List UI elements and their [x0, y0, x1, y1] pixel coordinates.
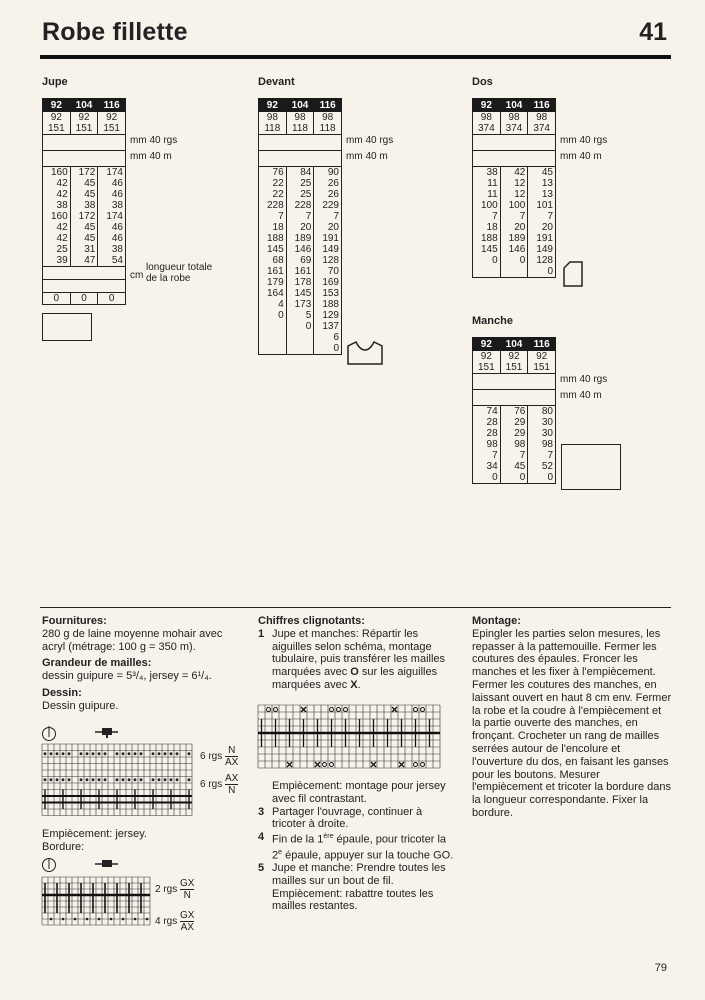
- stitch-value: 0: [547, 472, 553, 483]
- step-4-text-b: épaule, pour tricoter la 2: [272, 833, 447, 862]
- start-value: 92: [106, 112, 118, 123]
- stitch-value: 191: [322, 233, 339, 244]
- step-1-o: O: [350, 666, 359, 679]
- stitch-value: 45: [514, 461, 526, 472]
- bordure-row-label-2: [155, 910, 194, 933]
- start-value: 98: [266, 112, 278, 123]
- jupe-title: Jupe: [42, 76, 68, 88]
- stitch-values: [286, 167, 314, 355]
- manche-title: Manche: [472, 315, 513, 327]
- size-header: 92: [473, 338, 501, 351]
- stitch-value: 169: [322, 277, 339, 288]
- stitch-value: 98: [514, 439, 526, 450]
- end-value: 0: [98, 293, 126, 305]
- stitch-value: 161: [266, 266, 284, 277]
- stitch-value: 20: [300, 222, 312, 233]
- size-header: 104: [70, 99, 98, 112]
- manche-table: [472, 337, 556, 484]
- montage-text: Epingler les parties selon mesures, les repasser à la pattemouille. Fermer les coutures des épaules. Froncer les manches et les fixer à l'empiècement. Fermer les coutures des manches, en laissant ouvert en haut 8 cm env. Fermer la robe et la coudre à l'empiècement et la partie ouverte des manches, en fronçant. Crocheter un rang de mailles serrées autour de l'encolure et l'ouverture du dos, en faisant les ganses pour les boutons. Mesurer l'empiècement et tricoter la bordure dans la longueur correspondante. Fixer la bordure.: [472, 627, 672, 819]
- stitch-value: 46: [111, 222, 123, 233]
- stitch-value: 100: [480, 200, 498, 211]
- start-values: [286, 112, 314, 135]
- stitch-value: 178: [294, 277, 312, 288]
- step-3-num: 3: [258, 805, 265, 818]
- stitch-value: 128: [536, 255, 553, 266]
- stitch-value: 38: [111, 244, 123, 255]
- stitch-value: 149: [536, 244, 553, 255]
- stitch-values: [70, 167, 98, 267]
- step-3: [258, 806, 458, 832]
- start-value: 151: [47, 123, 65, 134]
- stitch-value: 179: [266, 277, 284, 288]
- stitch-value: 13: [541, 178, 553, 189]
- stitch-value: 153: [322, 288, 339, 299]
- stitch-value: 42: [56, 178, 68, 189]
- stitch-value: 38: [486, 167, 498, 178]
- stitch-value: 145: [294, 288, 312, 299]
- stitch-value: 98: [541, 439, 553, 450]
- fournitures-block: [42, 615, 242, 713]
- stitch-value: 174: [106, 167, 123, 178]
- size-header: 116: [314, 99, 342, 112]
- stitch-value: 0: [492, 472, 498, 483]
- stitch-value: 11: [487, 178, 498, 189]
- stitch-value: 31: [84, 244, 96, 255]
- step-5-text: Jupe et manche: Prendre toutes les mailles sur un bout de fil.: [272, 862, 446, 887]
- page-title: Robe fillette: [42, 18, 188, 46]
- stitch-value: 25: [300, 178, 312, 189]
- start-values: [528, 112, 556, 135]
- label-mm-40-m: mm 40 m: [130, 151, 172, 162]
- stitch-value: 160: [50, 167, 68, 178]
- step-5-empiecement: Empiècement: rabattre toutes les mailles restantes.: [272, 887, 434, 913]
- frac-bottom-3: N: [183, 890, 191, 901]
- stitch-value: 28: [486, 417, 498, 428]
- start-value: 151: [103, 123, 120, 134]
- stitch-value: 42: [56, 222, 68, 233]
- stitch-values: [43, 167, 71, 267]
- stitch-value: 188: [480, 233, 498, 244]
- step-5: [258, 862, 458, 888]
- stitch-value: 174: [106, 211, 123, 222]
- stitch-value: 46: [111, 189, 123, 200]
- stitch-value: 7: [547, 211, 553, 222]
- stitch-value: 26: [327, 178, 339, 189]
- start-value: 118: [264, 123, 281, 134]
- length-row: [43, 280, 126, 293]
- stitch-value: 128: [322, 255, 339, 266]
- stitch-value: 98: [486, 439, 498, 450]
- stitch-value: 76: [514, 406, 526, 417]
- step-5-num: 5: [258, 862, 265, 875]
- dessin-guipure-chart: [40, 722, 200, 822]
- start-value: 92: [480, 351, 492, 362]
- stitch-value: [261, 321, 284, 332]
- stitch-value: 70: [327, 266, 339, 277]
- stitch-value: 29: [514, 428, 526, 439]
- montage-chart: [256, 703, 446, 775]
- size-header: 104: [286, 99, 314, 112]
- step-4-text-a: Fin de la 1: [272, 833, 324, 846]
- size-header: 116: [528, 338, 556, 351]
- start-values: [98, 112, 126, 135]
- start-value: 92: [536, 351, 548, 362]
- stitch-value: 7: [305, 211, 312, 222]
- stitch-value: 129: [322, 310, 339, 321]
- start-value: 98: [536, 112, 548, 123]
- stitch-value: 7: [547, 450, 553, 461]
- label-mm-40-m: mm 40 m: [346, 151, 388, 162]
- stitch-value: 80: [541, 406, 553, 417]
- start-value: 118: [292, 123, 308, 134]
- measure-row: [473, 390, 556, 406]
- stitch-value: 13: [541, 189, 553, 200]
- grandeur-heading: Grandeur de mailles:: [42, 657, 152, 670]
- stitch-value: 29: [514, 417, 526, 428]
- rows-count-3: 2 rgs: [155, 884, 178, 896]
- stitch-value: 4: [278, 299, 284, 310]
- stitch-value: 0: [492, 255, 498, 266]
- stitch-value: 172: [78, 167, 96, 178]
- stitch-value: [503, 266, 526, 277]
- stitch-value: 12: [514, 189, 526, 200]
- jupe-shape: [42, 313, 92, 341]
- stitch-value: 188: [322, 299, 339, 310]
- stitch-values: [528, 167, 556, 278]
- label-mm-40-rgs: mm 40 rgs: [560, 374, 608, 385]
- start-value: 374: [505, 123, 523, 134]
- step-1-text-a: Jupe et manches: Répartir les aiguilles selon schéma, montage tubulaire, puis transférer les mailles marquées avec: [272, 627, 446, 679]
- stitch-value: 146: [508, 244, 526, 255]
- stitch-value: 164: [266, 288, 284, 299]
- footer-page-number: 79: [654, 962, 667, 974]
- start-value: 118: [319, 123, 336, 134]
- stitch-value: 52: [541, 461, 553, 472]
- guipure-row-label-1: [200, 745, 238, 768]
- devant-title: Devant: [258, 76, 295, 88]
- step-3-text: Partager l'ouvrage, continuer à tricoter à droite.: [272, 805, 423, 831]
- header-rule: [40, 55, 671, 59]
- size-header: 92: [473, 99, 501, 112]
- step-1-text-b: sur les aiguilles marquées avec: [272, 666, 438, 691]
- stitch-value: 84: [300, 167, 312, 178]
- stitch-values: [528, 406, 556, 484]
- stitch-value: 229: [322, 200, 339, 211]
- stitch-value: 7: [492, 211, 498, 222]
- stitch-value: 39: [56, 255, 68, 266]
- start-value: 151: [505, 362, 523, 373]
- label-mm-40-rgs: mm 40 rgs: [560, 135, 608, 146]
- stitch-value: 30: [541, 417, 553, 428]
- step-1-empiecement: Empiècement: montage pour jersey avec fil contrastant.: [272, 780, 446, 805]
- stitch-values: [473, 406, 501, 484]
- stitch-value: 172: [78, 211, 96, 222]
- stitch-value: 76: [272, 167, 284, 178]
- stitch-value: 7: [333, 211, 339, 222]
- stitch-value: 47: [84, 255, 96, 266]
- stitch-value: 100: [508, 200, 526, 211]
- stitch-value: 74: [486, 406, 498, 417]
- start-value: 98: [480, 112, 492, 123]
- stitch-value: 42: [514, 167, 526, 178]
- start-value: 98: [508, 112, 520, 123]
- fournitures-heading: Fournitures:: [42, 615, 107, 627]
- stitch-value: [475, 266, 498, 277]
- stitch-value: 0: [519, 255, 526, 266]
- step-1-x: X: [350, 678, 358, 691]
- length-row: [43, 267, 126, 280]
- start-values: [70, 112, 98, 135]
- stitch-value: 7: [492, 450, 498, 461]
- label-mm-40-rgs: mm 40 rgs: [346, 135, 394, 146]
- dos-title: Dos: [472, 76, 493, 88]
- stitch-value: [261, 332, 284, 343]
- step-4-text-c: épaule, appuyer sur la touche GO.: [282, 849, 454, 862]
- start-values: [500, 351, 528, 374]
- measure-row: [473, 151, 556, 167]
- bordure-text: Bordure:: [42, 840, 85, 853]
- start-value: 374: [533, 123, 550, 134]
- stitch-value: 7: [519, 450, 526, 461]
- section-divider: [40, 607, 671, 608]
- stitch-value: 25: [300, 189, 312, 200]
- chiffres-heading: Chiffres clignotants:: [258, 615, 365, 627]
- stitch-value: 12: [514, 178, 526, 189]
- stitch-value: 228: [294, 200, 312, 211]
- rows-count-4: 4 rgs: [155, 916, 178, 928]
- start-value: 98: [322, 112, 334, 123]
- stitch-value: 22: [272, 178, 284, 189]
- start-values: [473, 112, 501, 135]
- stitch-value: 45: [541, 167, 553, 178]
- start-values: [500, 112, 528, 135]
- stitch-value: 45: [84, 222, 96, 233]
- label-mm-40-rgs: mm 40 rgs: [130, 135, 178, 146]
- guipure-row-label-2: [200, 773, 238, 796]
- start-values: [259, 112, 287, 135]
- rows-count-2: 6 rgs: [200, 779, 223, 791]
- start-value: 92: [78, 112, 90, 123]
- pattern-number: 41: [639, 18, 667, 46]
- frac-top-4: GX: [180, 910, 195, 921]
- label-longueur: longueur totale: [146, 262, 213, 273]
- stitch-value: 45: [84, 189, 96, 200]
- empiecement-text: Empiècement: jersey.: [42, 828, 147, 840]
- start-values: [473, 351, 501, 374]
- stitch-value: 38: [56, 200, 68, 211]
- dos-shape: [562, 260, 584, 288]
- stitch-value: 0: [333, 343, 339, 354]
- stitch-value: 191: [536, 233, 553, 244]
- start-value: 92: [50, 112, 62, 123]
- step-4: [258, 831, 458, 862]
- start-value: 98: [294, 112, 306, 123]
- stitch-value: 26: [327, 189, 339, 200]
- devant-table: [258, 98, 342, 355]
- bordure-chart: [40, 855, 155, 935]
- measure-row: [473, 135, 556, 151]
- measure-row: [43, 151, 126, 167]
- end-value: 0: [43, 293, 71, 305]
- start-value: 151: [533, 362, 550, 373]
- start-value: 374: [477, 123, 495, 134]
- stitch-value: 188: [266, 233, 284, 244]
- dos-table: [472, 98, 556, 278]
- stitch-values: [473, 167, 501, 278]
- label-mm-40-m: mm 40 m: [560, 151, 602, 162]
- stitch-value: 0: [519, 472, 526, 483]
- start-values: [528, 351, 556, 374]
- dessin-text: Dessin guipure.: [42, 699, 119, 712]
- stitch-value: [261, 343, 284, 354]
- size-header: 104: [500, 99, 528, 112]
- stitch-value: 20: [327, 222, 339, 233]
- step-4-sup: ère: [323, 833, 334, 841]
- stitch-value: 90: [327, 167, 339, 178]
- stitch-values: [259, 167, 287, 355]
- step-1-num: 1: [258, 627, 265, 640]
- stitch-value: 149: [322, 244, 339, 255]
- stitch-value: 173: [294, 299, 312, 310]
- stitch-value: 5: [305, 310, 312, 321]
- end-value: 0: [70, 293, 98, 305]
- measure-row: [259, 135, 342, 151]
- stitch-value: 68: [272, 255, 284, 266]
- stitch-value: [289, 343, 312, 354]
- jupe-table: [42, 98, 126, 305]
- step-1: [258, 628, 458, 692]
- montage-block: [472, 615, 672, 820]
- fournitures-text: 280 g de laine moyenne mohair avec acryl (métrage: 100 g = 350 m).: [42, 627, 223, 653]
- stitch-value: 7: [278, 211, 284, 222]
- stitch-value: 146: [294, 244, 312, 255]
- devant-shape: [346, 340, 384, 366]
- chiffres-block: [258, 615, 458, 692]
- step-4-sup2: e: [278, 848, 283, 856]
- stitch-value: 46: [111, 178, 123, 189]
- start-value: 151: [75, 123, 93, 134]
- stitch-value: 160: [50, 211, 68, 222]
- stitch-values: [314, 167, 342, 355]
- stitch-values: [500, 406, 528, 484]
- stitch-value: 0: [305, 321, 312, 332]
- stitch-value: 30: [541, 428, 553, 439]
- size-header: 116: [98, 99, 126, 112]
- frac-bottom-2: N: [228, 785, 236, 796]
- stitch-value: 38: [111, 200, 123, 211]
- bordure-row-label-1: [155, 878, 194, 901]
- measure-row: [259, 151, 342, 167]
- stitch-value: 42: [56, 189, 68, 200]
- stitch-value: 0: [278, 310, 284, 321]
- frac-bottom-4: AX: [180, 922, 194, 933]
- stitch-value: 145: [480, 244, 498, 255]
- stitch-value: 11: [487, 189, 498, 200]
- measure-row: [43, 135, 126, 151]
- label-mm-40-m: mm 40 m: [560, 390, 602, 401]
- step-4-num: 4: [258, 831, 265, 844]
- frac-top-1: N: [225, 745, 238, 757]
- label-longueur-2: de la robe: [146, 273, 191, 284]
- stitch-value: 161: [294, 266, 312, 277]
- size-header: 92: [43, 99, 71, 112]
- start-value: 92: [508, 351, 520, 362]
- stitch-value: 45: [84, 233, 96, 244]
- stitch-value: 34: [486, 461, 498, 472]
- frac-top-3: GX: [180, 878, 195, 889]
- size-header: 104: [500, 338, 528, 351]
- stitch-value: 101: [536, 200, 553, 211]
- stitch-value: 28: [486, 428, 498, 439]
- stitch-value: 7: [519, 211, 526, 222]
- stitch-value: 137: [322, 321, 339, 332]
- stitch-value: 42: [56, 233, 68, 244]
- frac-bottom-1: AX: [225, 757, 239, 768]
- step-1-text-c: .: [357, 678, 361, 691]
- stitch-values: [98, 167, 126, 267]
- stitch-value: 69: [300, 255, 312, 266]
- stitch-value: 22: [272, 189, 284, 200]
- stitch-value: 6: [333, 332, 339, 343]
- size-header: 92: [259, 99, 287, 112]
- stitch-value: 38: [84, 200, 96, 211]
- size-header: 116: [528, 99, 556, 112]
- manche-shape: [561, 444, 621, 490]
- stitch-value: 20: [541, 222, 553, 233]
- stitch-value: 45: [84, 178, 96, 189]
- start-value: 151: [477, 362, 495, 373]
- stitch-value: 25: [56, 244, 68, 255]
- stitch-value: 46: [111, 233, 123, 244]
- stitch-value: 54: [111, 255, 123, 266]
- stitch-value: 18: [486, 222, 498, 233]
- start-values: [314, 112, 342, 135]
- grandeur-text: dessin guipure = 5³/₄, jersey = 6¹/₄.: [42, 670, 212, 683]
- stitch-value: 20: [514, 222, 526, 233]
- stitch-value: 189: [508, 233, 526, 244]
- dessin-heading: Dessin:: [42, 686, 82, 699]
- start-values: [43, 112, 71, 135]
- stitch-value: 145: [266, 244, 284, 255]
- stitch-value: 0: [547, 266, 553, 277]
- stitch-value: 189: [294, 233, 312, 244]
- measure-row: [473, 374, 556, 390]
- montage-heading: Montage:: [472, 615, 521, 627]
- stitch-values: [500, 167, 528, 278]
- label-cm: cm: [130, 270, 144, 281]
- stitch-value: [289, 332, 312, 343]
- stitch-value: 228: [266, 200, 284, 211]
- frac-top-2: AX: [225, 773, 239, 784]
- stitch-value: 18: [272, 222, 284, 233]
- rows-count-1: 6 rgs: [200, 751, 223, 763]
- empiecement-block: [42, 828, 242, 854]
- chiffres-block-2: [258, 780, 458, 913]
